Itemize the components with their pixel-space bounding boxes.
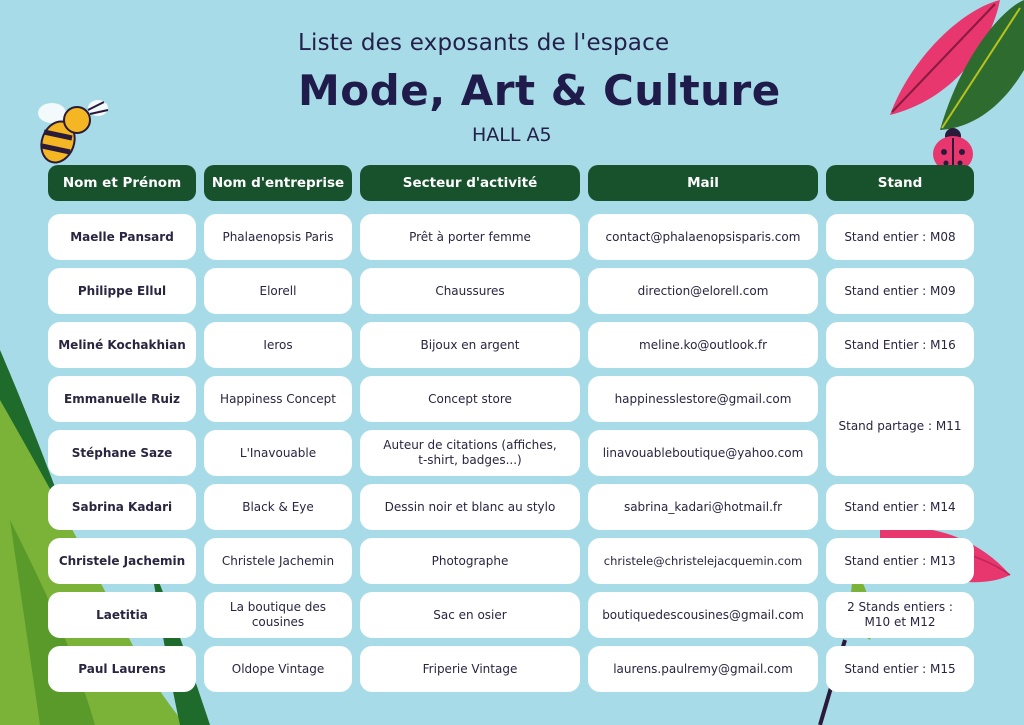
activity-sector: Dessin noir et blanc au stylo [360,484,580,530]
stand-label-shared: Stand partage : M11 [826,376,974,476]
stand-label: Stand entier : M13 [826,538,974,584]
company-name: Oldope Vintage [204,646,352,692]
exhibitor-name: Emmanuelle Ruiz [48,376,196,422]
page-subtitle: Liste des exposants de l'espace [298,30,670,56]
activity-sector: Auteur de citations (affiches, t-shirt, badges...) [360,430,580,476]
stand-label: Stand entier : M09 [826,268,974,314]
stand-label: 2 Stands entiers : M10 et M12 [826,592,974,638]
exhibitor-name: Maelle Pansard [48,214,196,260]
column-header-mail: Mail [588,165,818,201]
company-name: La boutique des cousines [204,592,352,638]
exhibitor-name: Paul Laurens [48,646,196,692]
email-address[interactable]: meline.ko@outlook.fr [588,322,818,368]
exhibitor-name: Stéphane Saze [48,430,196,476]
activity-sector: Photographe [360,538,580,584]
activity-sector: Concept store [360,376,580,422]
bee-icon [35,100,108,168]
activity-sector: Bijoux en argent [360,322,580,368]
exhibitor-name: Laetitia [48,592,196,638]
exhibitor-name: Sabrina Kadari [48,484,196,530]
hall-label: HALL A5 [472,124,552,146]
email-address[interactable]: happinesslestore@gmail.com [588,376,818,422]
email-address[interactable]: boutiquedescousines@gmail.com [588,592,818,638]
company-name: Elorell [204,268,352,314]
company-name: Christele Jachemin [204,538,352,584]
exhibitor-name: Meliné Kochakhian [48,322,196,368]
activity-sector: Friperie Vintage [360,646,580,692]
company-name: Happiness Concept [204,376,352,422]
page-title: Mode, Art & Culture [298,66,781,115]
company-name: Ieros [204,322,352,368]
email-address[interactable]: laurens.paulremy@gmail.com [588,646,818,692]
column-header-sector: Secteur d'activité [360,165,580,201]
exhibitor-name: Christele Jachemin [48,538,196,584]
stand-label: Stand entier : M15 [826,646,974,692]
email-address[interactable]: christele@christelejacquemin.com [588,538,818,584]
exhibitor-name: Philippe Ellul [48,268,196,314]
email-address[interactable]: contact@phalaenopsisparis.com [588,214,818,260]
activity-sector: Chaussures [360,268,580,314]
column-header-company: Nom d'entreprise [204,165,352,201]
stand-label: Stand Entier : M16 [826,322,974,368]
stand-label: Stand entier : M14 [826,484,974,530]
company-name: Black & Eye [204,484,352,530]
column-header-name: Nom et Prénom [48,165,196,201]
company-name: L'Inavouable [204,430,352,476]
column-header-stand: Stand [826,165,974,201]
activity-sector: Prêt à porter femme [360,214,580,260]
activity-sector: Sac en osier [360,592,580,638]
email-address[interactable]: direction@elorell.com [588,268,818,314]
stand-label: Stand entier : M08 [826,214,974,260]
email-address[interactable]: linavouableboutique@yahoo.com [588,430,818,476]
company-name: Phalaenopsis Paris [204,214,352,260]
email-address[interactable]: sabrina_kadari@hotmail.fr [588,484,818,530]
